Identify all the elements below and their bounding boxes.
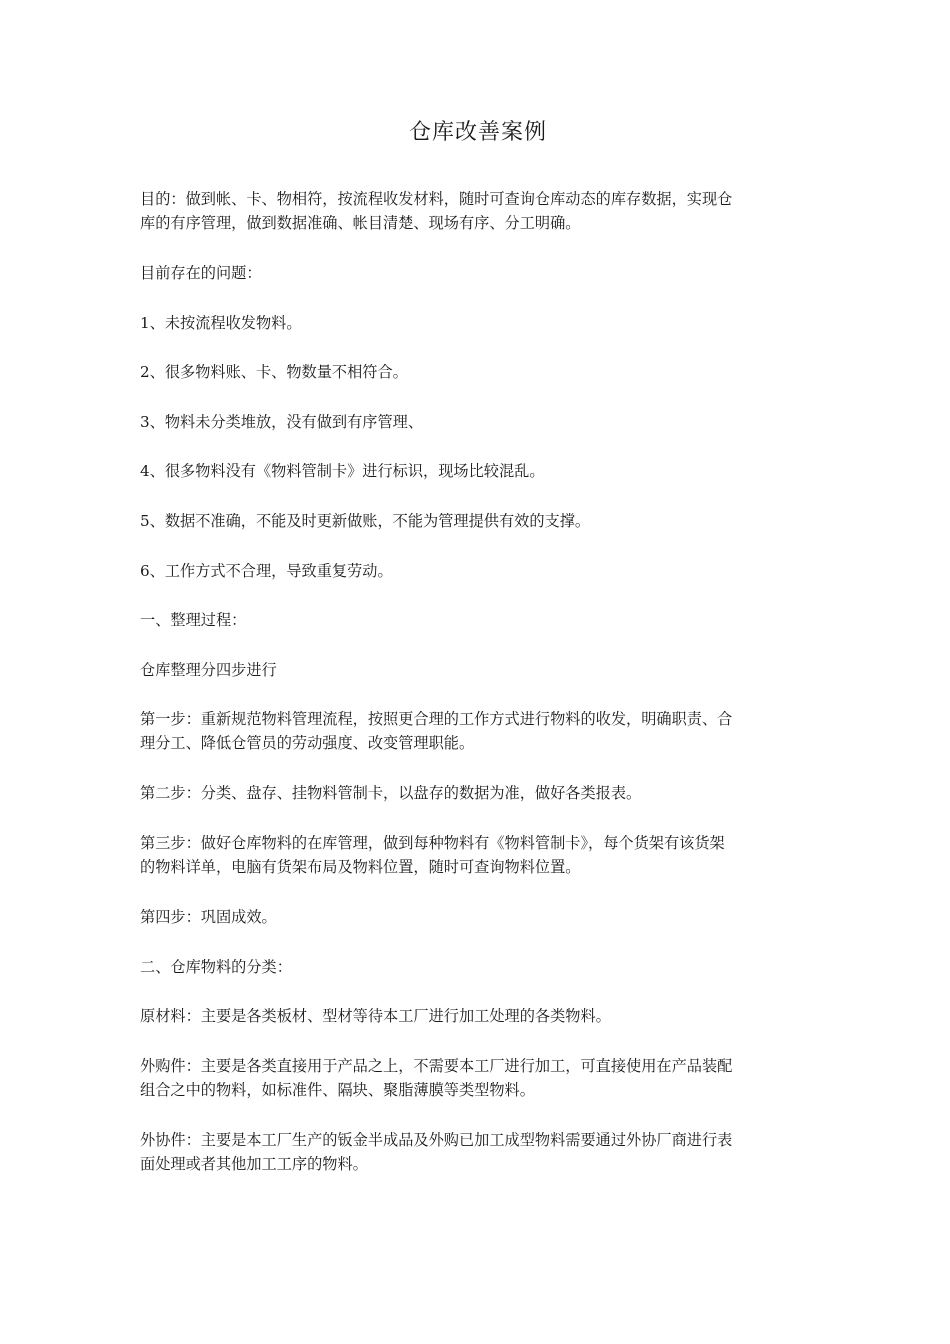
outsourced-parts-paragraph [140,1128,810,1176]
step-4-paragraph: 第四步：巩固成效。 [140,908,277,926]
problem-item-4: 4、很多物料没有《物料管制卡》进行标识，现场比较混乱。 [140,462,545,480]
step-1-line-2: 理分工、降低仓管员的劳动强度、改变管理职能。 [140,734,475,752]
outsourced-line-1: 外协件：主要是本工厂生产的钣金半成品及外购已加工成型物料需要通过外协厂商进行表 [140,1131,733,1149]
problem-item-2: 2、很多物料账、卡、物数量不相符合。 [140,363,408,381]
purpose-line-1: 目的：做到帐、卡、物相符，按流程收发材料，随时可查询仓库动态的库存数据，实现仓 [140,190,733,208]
raw-material-paragraph: 原材料：主要是各类板材、型材等待本工厂进行加工处理的各类物料。 [140,1007,611,1025]
purpose-line-2: 库的有序管理，做到数据准确、帐目清楚、现场有序、分工明确。 [140,214,581,232]
purchased-parts-paragraph [140,1054,810,1102]
outsourced-line-2: 面处理或者其他加工工序的物料。 [140,1155,368,1173]
purchased-line-1: 外购件：主要是各类直接用于产品之上，不需要本工厂进行加工，可直接使用在产品装配 [140,1057,733,1075]
step-3-line-2: 的物料详单，电脑有货架布局及物料位置，随时可查询物料位置。 [140,858,581,876]
purchased-line-2: 组合之中的物料，如标准件、隔块、聚脂薄膜等类型物料。 [140,1081,535,1099]
document-title: 仓库改善案例 [408,120,547,145]
problems-heading: 目前存在的问题： [140,264,262,282]
step-2-paragraph: 第二步：分类、盘存、挂物料管制卡，以盘存的数据为准，做好各类报表。 [140,784,642,802]
problem-item-3: 3、物料未分类堆放，没有做到有序管理、 [140,413,424,431]
section-1-heading: 一、整理过程： [140,611,247,629]
section-1-intro: 仓库整理分四步进行 [140,661,277,679]
section-2-heading: 二、仓库物料的分类： [140,958,292,976]
problem-item-5: 5、数据不准确，不能及时更新做账，不能为管理提供有效的支撑。 [140,512,591,530]
step-1-line-1: 第一步：重新规范物料管理流程，按照更合理的工作方式进行物料的收发，明确职责、合 [140,710,733,728]
problem-item-6: 6、工作方式不合理，导致重复劳动。 [140,562,393,580]
step-3-paragraph [140,831,810,879]
step-3-line-1: 第三步：做好仓库物料的在库管理，做到每种物料有《物料管制卡》，每个货架有该货架 [140,834,725,852]
purpose-paragraph [140,187,810,235]
step-1-paragraph [140,707,810,755]
problem-item-1: 1、未按流程收发物料。 [140,314,302,332]
